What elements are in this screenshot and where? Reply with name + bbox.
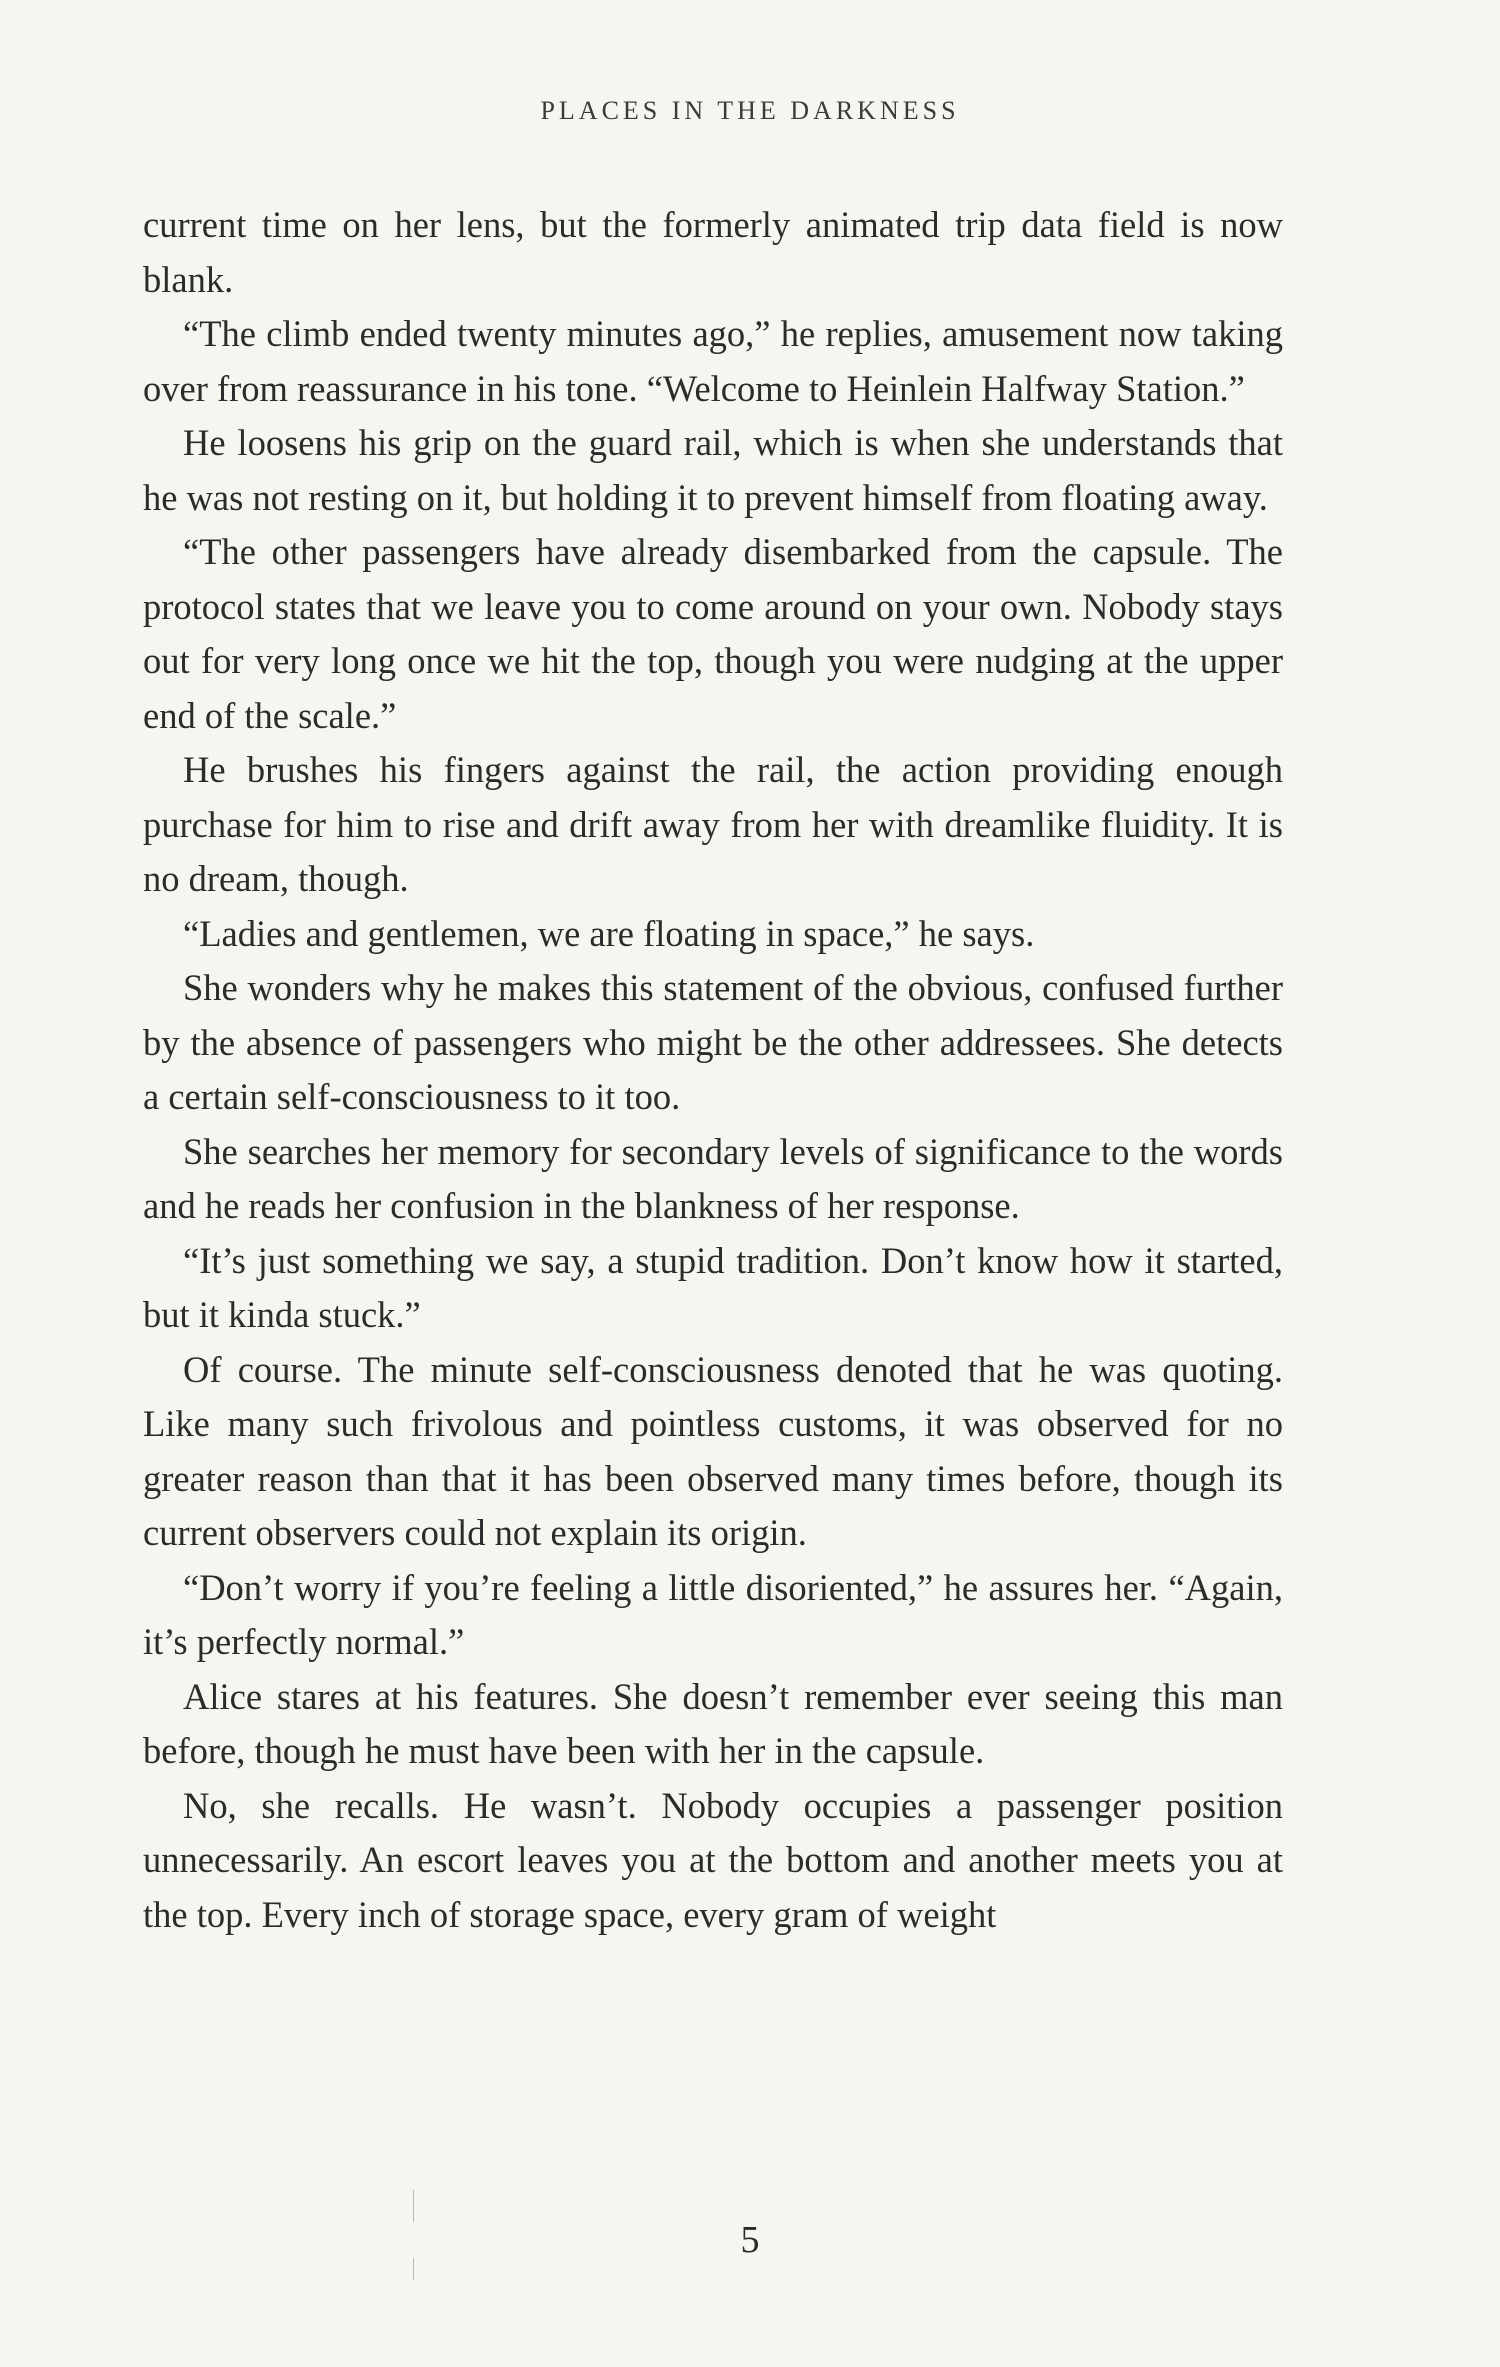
paragraph: She searches her memory for secondary levels of significance to the words and he reads her confusion in the blankness of her response. bbox=[143, 1130, 1283, 1226]
body-text bbox=[143, 198, 1283, 1942]
paragraph: He loosens his grip on the guard rail, which is when she understands that he was not resting on it, but holding it to prevent himself from floating away. bbox=[143, 422, 1283, 518]
paragraph: “Ladies and gentlemen, we are floating in space,” he says. bbox=[183, 912, 1035, 954]
paragraph: She wonders why he makes this statement of the obvious, confused further by the absence of passengers who might be the other addressees. She detects a certain self-consciousness to it too. bbox=[143, 967, 1283, 1117]
paragraph: current time on her lens, but the formerly animated trip data field is now blank. bbox=[143, 204, 1283, 300]
paragraph: “The climb ended twenty minutes ago,” he replies, amusement now taking over from reassurance in his tone. “Welcome to Heinlein Halfway Station.” bbox=[143, 313, 1283, 409]
paragraph: Of course. The minute self-consciousness denoted that he was quoting. Like many such frivolous and pointless customs, it was observed for no greater reason than that it has been observed many times before, though its current observers could not explain its origin. bbox=[143, 1348, 1283, 1553]
paragraph: “It’s just something we say, a stupid tradition. Don’t know how it started, but it kinda stuck.” bbox=[143, 1239, 1283, 1335]
paragraph: “The other passengers have already disembarked from the capsule. The protocol states that we leave you to come around on your own. Nobody stays out for very long once we hit the top, though you were nudging at the upper end of the scale.” bbox=[143, 531, 1283, 736]
paragraph: “Don’t worry if you’re feeling a little disoriented,” he assures her. “Again, it’s perfectly normal.” bbox=[143, 1566, 1283, 1662]
page-number: 5 bbox=[740, 2219, 760, 2261]
paragraph: He brushes his fingers against the rail, the action providing enough purchase for him to rise and drift away from her with dreamlike fluidity. It is no dream, though. bbox=[143, 749, 1283, 899]
paragraph: Alice stares at his features. She doesn’t remember ever seeing this man before, though he must have been with her in the capsule. bbox=[143, 1675, 1283, 1771]
running-head: PLACES IN THE DARKNESS bbox=[540, 96, 960, 125]
paragraph: No, she recalls. He wasn’t. Nobody occupies a passenger position unnecessarily. An escort leaves you at the bottom and another meets you at the top. Every inch of storage space, every gram of weight bbox=[143, 1784, 1283, 1935]
